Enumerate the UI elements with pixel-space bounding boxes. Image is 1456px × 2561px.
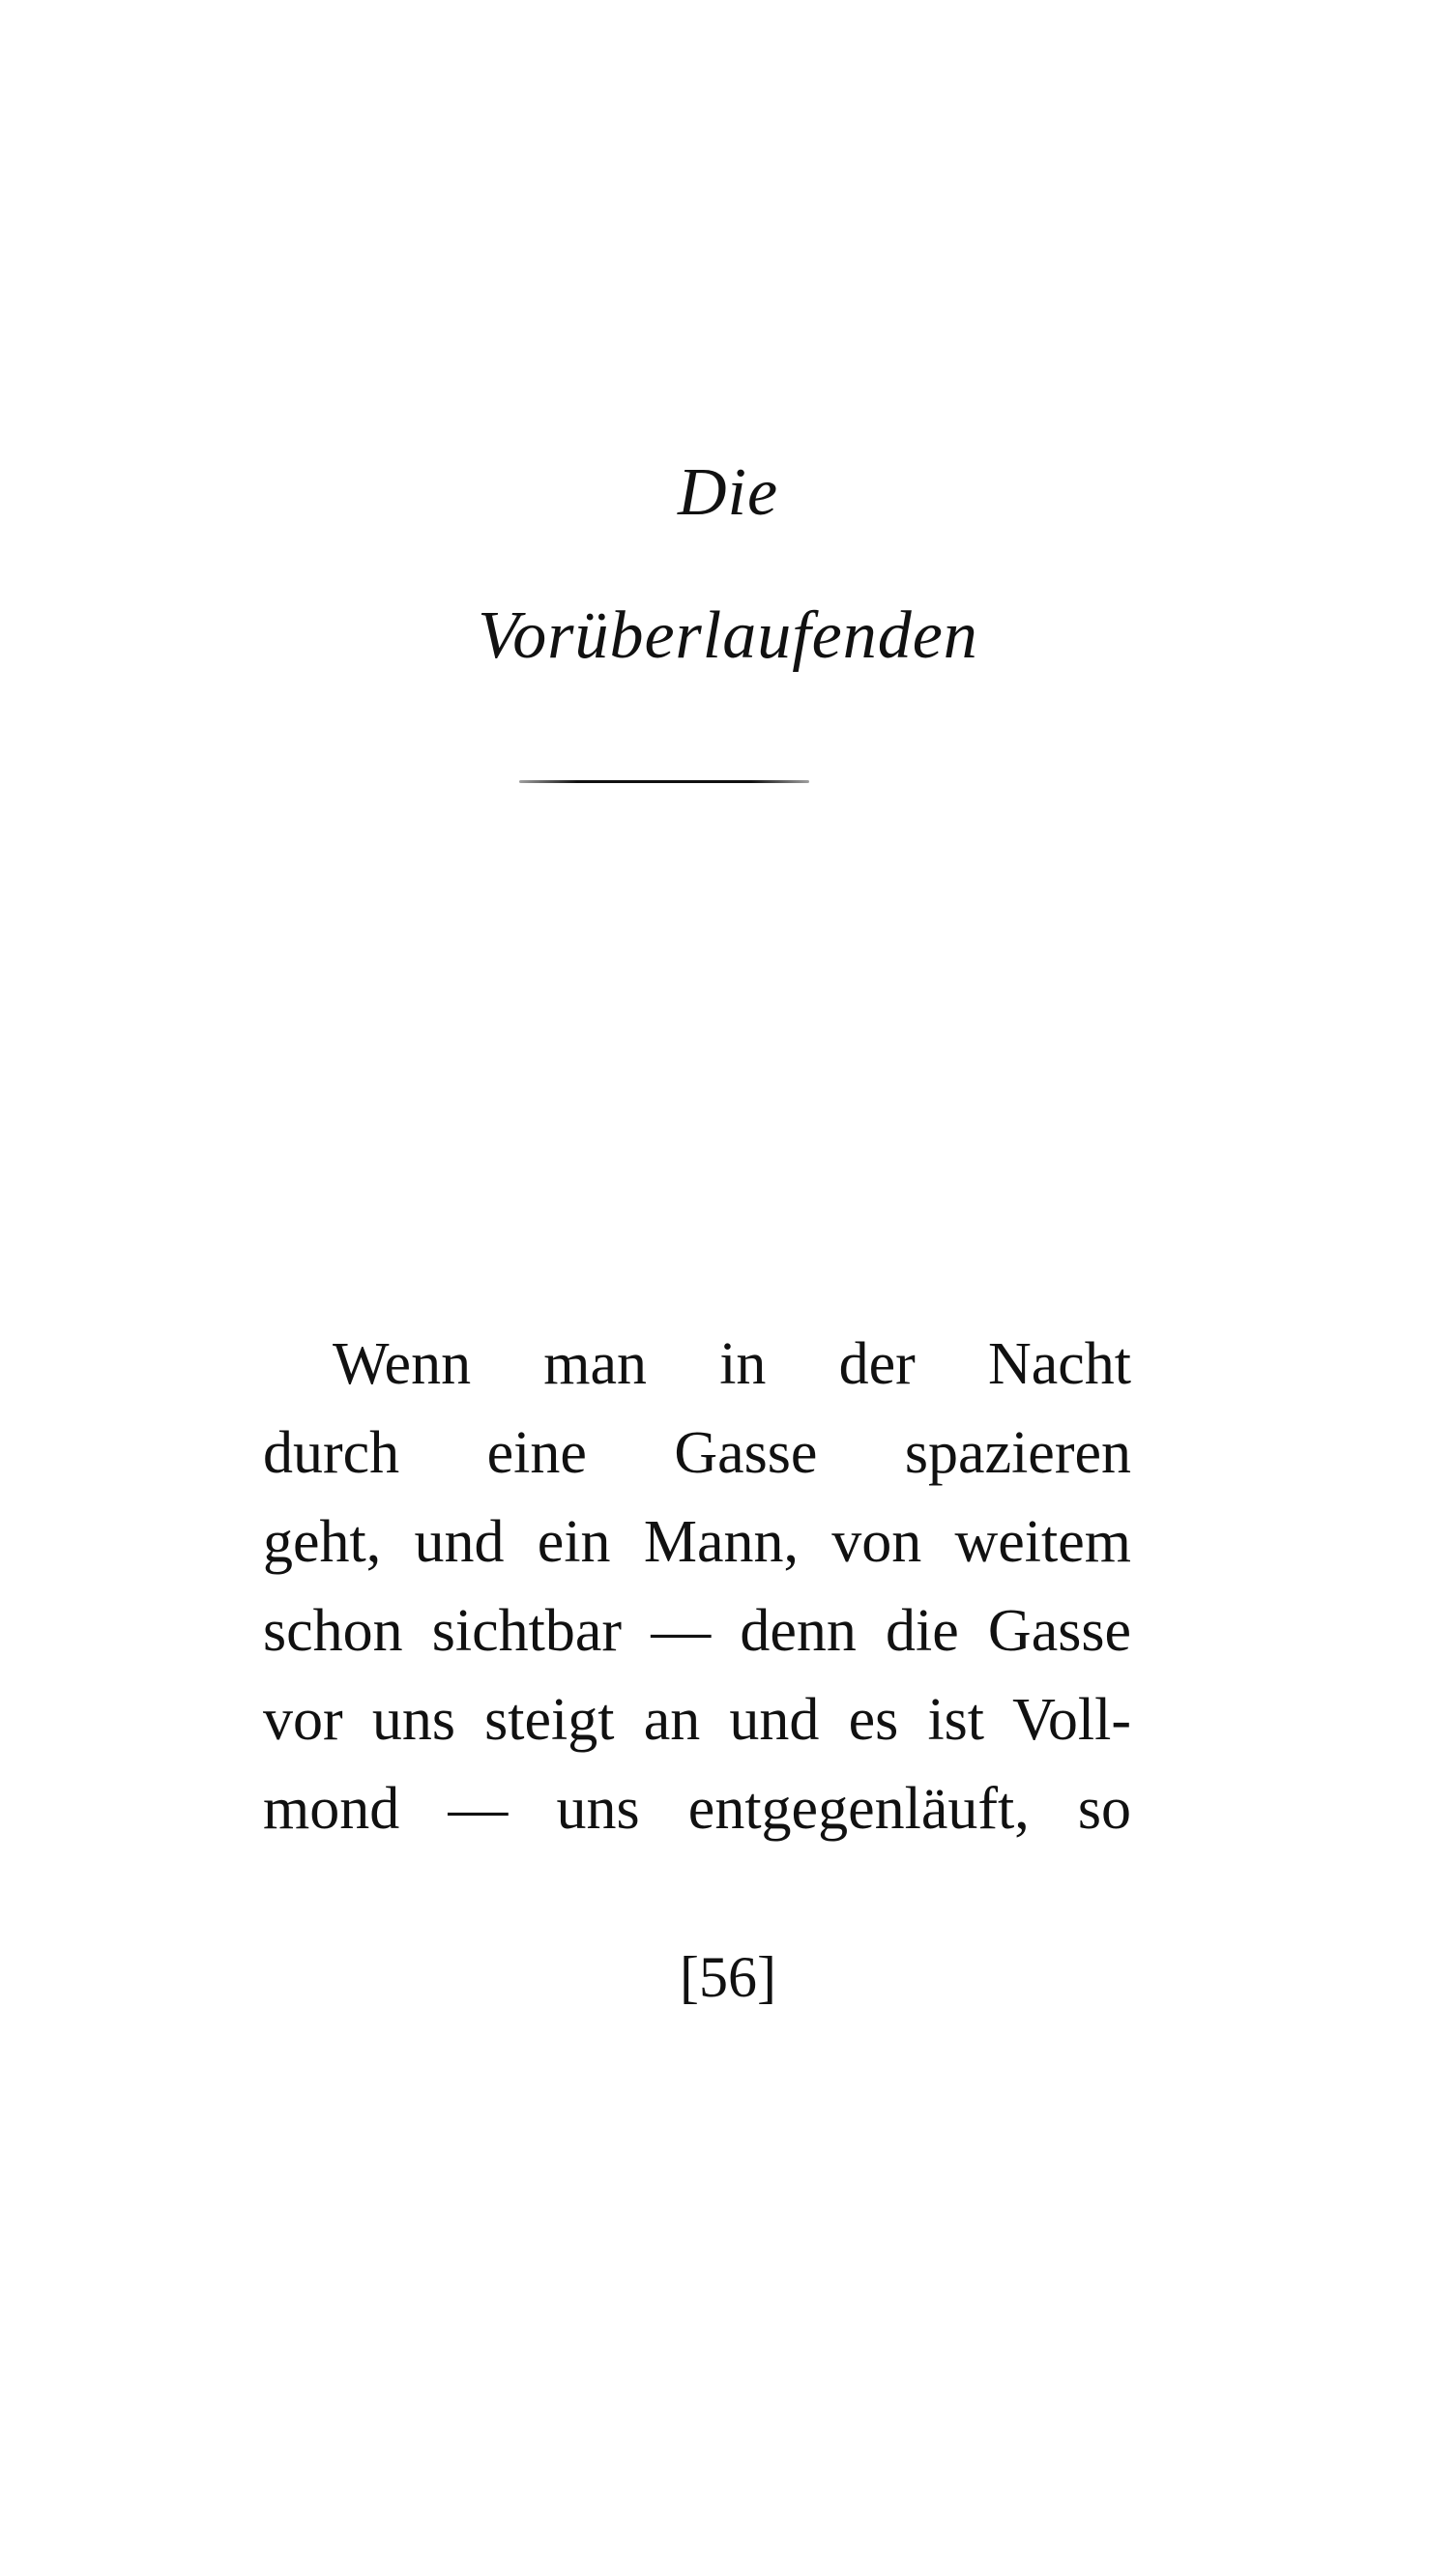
title-divider — [519, 780, 809, 783]
paragraph-line: Wenn man in der Nacht — [333, 1331, 1131, 1397]
paragraph-line: vor uns steigt an und es ist Voll- — [263, 1687, 1131, 1753]
page-number: [56] — [680, 1945, 776, 2009]
body-paragraph — [263, 1320, 1131, 1853]
chapter-title-line-1: Die — [677, 455, 779, 530]
paragraph-line: geht, und ein Mann, von weitem — [263, 1509, 1131, 1575]
paragraph-line: durch eine Gasse spazieren — [263, 1420, 1131, 1486]
chapter-title-line-2: Vorüberlaufenden — [478, 598, 978, 673]
paragraph-line: mond — uns entgegenläuft, so — [263, 1776, 1131, 1842]
paragraph-line: schon sichtbar — denn die Gasse — [263, 1598, 1131, 1664]
